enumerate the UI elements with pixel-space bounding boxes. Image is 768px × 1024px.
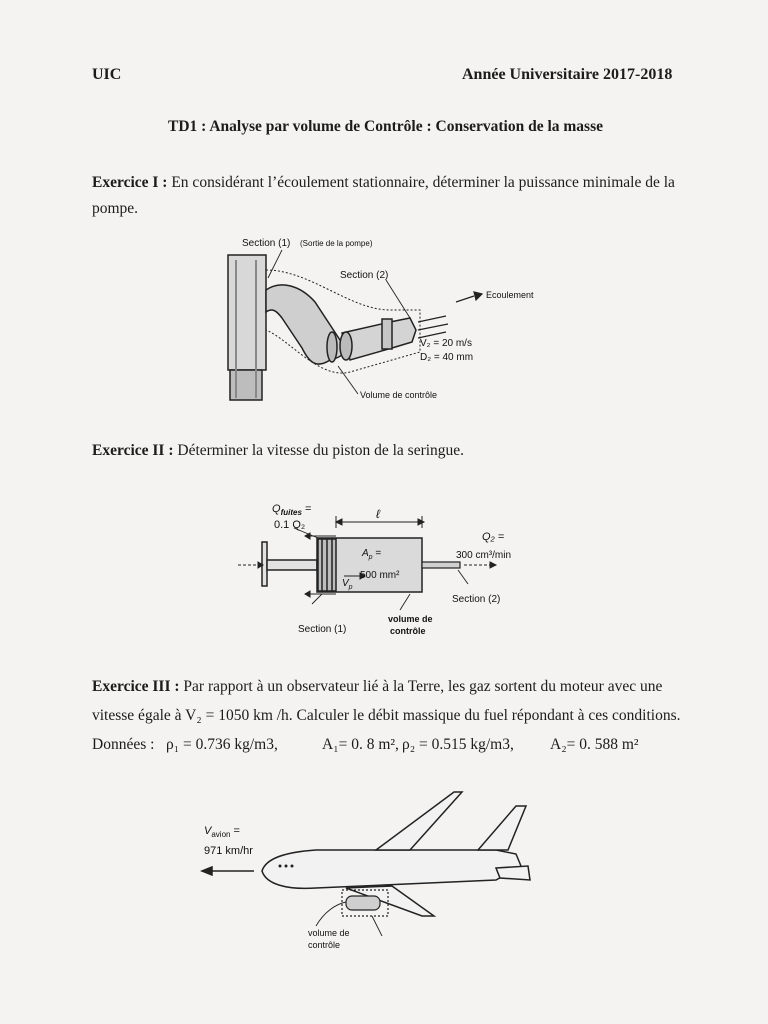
label-length: ℓ <box>376 507 380 521</box>
airplane-body <box>262 792 530 916</box>
page-title: TD1 : Analyse par volume de Contrôle : Conservation de la masse <box>168 118 603 135</box>
label-ap-value: 500 mm² <box>360 570 400 581</box>
label-ap: $A_p$ = <box>362 548 382 561</box>
plunger-rod <box>262 542 317 586</box>
airplane-diagram <box>196 788 536 958</box>
label-cv-syringe-1: volume de <box>388 614 433 624</box>
elbow-pipe <box>266 285 344 364</box>
header-academic-year: Année Universitaire 2017-2018 <box>462 66 673 83</box>
label-section-1-note: (Sortie de la pompe) <box>300 239 373 248</box>
label-flow: Ecoulement <box>486 290 534 300</box>
exercise-3-label: Exercice III : <box>92 678 180 695</box>
label-v2: V₂ = 20 m/s <box>420 338 472 349</box>
label-section-2-syringe: Section (2) <box>452 594 501 605</box>
exercise-1-statement <box>92 174 675 192</box>
syringe-diagram <box>232 498 532 648</box>
syringe-barrel <box>317 538 422 592</box>
label-v-avion-value: 971 km/hr <box>204 845 253 857</box>
label-section-2: Section (2) <box>340 270 389 281</box>
label-q2: Q₂ = <box>482 531 505 543</box>
exercise-2-text: Déterminer la vitesse du piston de la seringue. <box>173 442 465 459</box>
exercise-3-rho2: ρ₂ = 0.515 kg/m3, <box>402 736 514 753</box>
exercise-2-label: Exercice II : <box>92 442 174 459</box>
label-control-volume: Volume de contrôle <box>360 390 438 400</box>
label-q2-value: 300 cm³/min <box>456 550 512 561</box>
label-cv-airplane-2: contrôle <box>308 940 341 950</box>
exercise-3-text-line1: Par rapport à un observateur lié à la Terre, les gaz sortent du moteur avec une <box>179 678 663 695</box>
exercise-2-statement <box>92 442 464 460</box>
syringe-needle <box>422 562 460 568</box>
exercise-3-rho1: ρ₁ = 0.736 kg/m3, <box>166 736 278 753</box>
exercise-1-label: Exercice I : <box>92 174 168 191</box>
label-cv-syringe-2: contrôle <box>390 626 426 636</box>
exercise-3-a2: A₂= 0. 588 m² <box>550 736 639 753</box>
nozzle <box>340 318 416 360</box>
header-institution: UIC <box>92 66 122 83</box>
airplane-velocity-arrow <box>202 867 254 875</box>
exercise-3-data-label: Données : <box>92 736 155 753</box>
airplane-windows <box>279 865 294 868</box>
label-v-avion: $V_{avion}$ = <box>204 825 240 839</box>
label-q-leak-value: 0.1 Q₂ <box>274 519 306 531</box>
label-section-1: Section (1) <box>242 238 291 249</box>
label-cv-airplane-1: volume de <box>308 928 350 938</box>
flow-arrows <box>418 292 482 338</box>
exercise-3-statement <box>92 678 662 696</box>
label-q-leak: $Q_{fuites}$ = <box>272 503 312 517</box>
label-vp: $V_p$ <box>342 578 353 591</box>
pump-diagram <box>220 230 560 410</box>
pump-body <box>228 255 266 400</box>
exercise-3-a1: A₁= 0. 8 m², <box>322 736 399 753</box>
exercise-1-text-line1: En considérant l’écoulement stationnaire, déterminer la puissance minimale de la <box>167 174 675 191</box>
exercise-3-text-line2: vitesse égale à V₂ = 1050 km /h. Calculer le débit massique du fuel répondant à ces conditions. <box>92 707 681 724</box>
label-d2: D₂ = 40 mm <box>420 352 474 363</box>
label-section-1-syringe: Section (1) <box>298 624 347 635</box>
exercise-1-text-line2: pompe. <box>92 200 139 217</box>
